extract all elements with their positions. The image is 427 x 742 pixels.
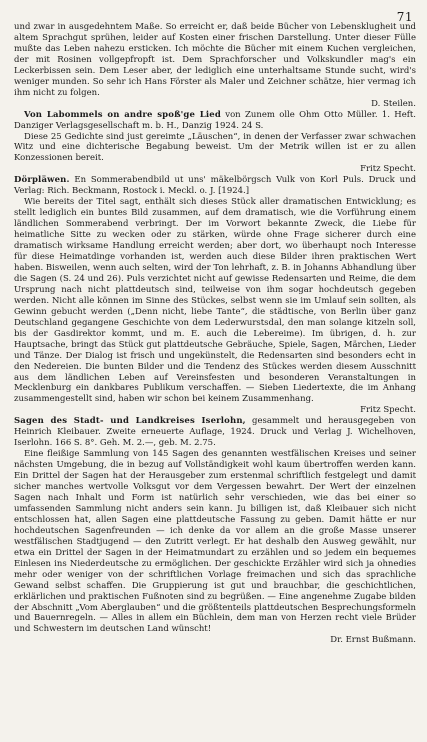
review4-intro: gesammelt und herausgegeben von Heinrich Kleibauer. Zweite erneuerte Auflage, 1924. Druck und Verlag J. Wichelhoven, Iserlohn. 166 S. 8°. Geh. M. 2.—, geb. M. 2.75. [14, 416, 417, 449]
review3-signature: Fritz Specht. [360, 405, 416, 416]
page-number: 71 [396, 10, 413, 24]
review3-intro: En Sommerabendbild ut uns' mäkelbörgsch Vulk von Korl Puls. Druck und Verlag: Rich. Beckmann, Rostock i. Meckl. o. J. [1924.] [14, 175, 417, 197]
review1-text: und zwar in ausgedehntem Maße. So erreicht er, daß beide Bücher von Lebensklugheit und altem Sprachgut sprühen, leider auf Kosten einer frischen Darstellung. Unter dieser Fülle mußte das Leben nahezu ersticken. Ich möchte die Bücher mit einem Kuchen vergleichen, der mit Rosinen vollgepfropft ist. Dem Sprachforscher und Volkskundler mag's ein Leckerbissen sein. Dem Leser aber, der lediglich eine unterhaltsame Stunde sucht, wird's weniger munden. So sehr ich Hans Förster als Maler und Zeichner schätze, hier vermag ich ihm nicht zu folgen. [14, 22, 416, 98]
review2-intro: von Zunem olle Ohm Otto Müller. 1. Heft. Danziger Verlagsgesellschaft m. b. H., Danzig 1924. 24 S. [14, 109, 417, 131]
review3-paragraph [14, 175, 416, 197]
review-column [14, 22, 416, 646]
review4-heading: Sagen des Stadt- und Landkreises Iserlohn, [14, 416, 246, 427]
review1-signature: D. Steilen. [371, 98, 416, 109]
review2-paragraph [14, 110, 416, 132]
review2-heading: Von Labommels on andre spoß'ge Lied [24, 109, 221, 120]
review3-text: Wie bereits der Titel sagt, enthält sich dieses Stück aller dramatischen Entwicklung; es stellt lediglich ein buntes Bild zusammen, auf dem dramatisch, wie die Vorführung einem ländlichen Sommerabend verbringt. Der im Vorwort bekannte Zweck, die Liebe für heimatliche Sitte zu wecken oder zu stärken, würde ohne Frage sicherer durch eine dramatisch wirksame Handlung erreicht werden; aber dort, wo überhaupt noch Interesse für diese Heimatdinge vorhanden ist, werden auch diese Bilder ihren praktischen Wert haben. Bisweilen, wenn auch selten, wird der Ton lehrhaft, z. B. in Johanns Abhandlung über die Sagen (S. 24 und 26). Puls verzichtet nicht auf gewisse Redensarten und Reime, die dem Ursprung nach nicht plattdeutsch sind, teilweise von ihm sogar hochdeutsch gegeben werden. Nicht alle können im Sinne des Stückes, selbst wenn sie im Umlauf sein sollten, als Gewinn gebucht werden („Denn nicht, liebe Tante“, die städtische, von Berlin über ganz Deutschland gegangene Geschichte von dem Lederwurstsdal, den man solange kitzeln soll, bis der Gasdirektor kommt, und m. E. auch die Lebereime). Im übrigen, d. h. zur Hauptsache, bringt das Stück gut plattdeutsche Gebräuche, Spiele, Sagen, Märchen, Lieder und Tänze. Der Dialog ist frisch und ungekünstelt, die Redensarten sind besonders echt in den Nedereien. Die bunten Bilder und die Tendenz des Stückes werden diesem Ausschnitt aus dem ländlichen Leben auf Vereinsfesten und besonderen Veranstaltungen in Mecklenburg ein dankbares Publikum verschaffen. — Sieben Liedertexte, die im Anhang zusammengestellt sind, haben wir schon bei keinem Zusammenhang. [14, 197, 416, 405]
review2-text: Diese 25 Gedichte sind just gereimte „Läuschen“, in denen der Verfasser zwar schwachen Witz und eine dichterische Begabung beweist. Um der Metrik willen ist er zu allen Konzessionen bereit. [14, 131, 416, 164]
review4-paragraph [14, 416, 416, 449]
review2-signature: Fritz Specht. [360, 164, 416, 175]
review3-heading: Dörpläwen. [14, 175, 70, 186]
review4-text: Eine fleißige Sammlung von 145 Sagen des genannten westfälischen Kreises und seiner nächsten Umgebung, die in bezug auf Vollständigkeit wohl kaum übertroffen werden kann. Ein Drittel der Sagen hat der Herausgeber zum erstenmal schriftlich festgelegt und damit sicher manches wertvolle Volksgut vor dem Vergessen bewahrt. Der Wert der einzelnen Sagen nach Inhalt und Form ist natürlich sehr verschieden, wie das bei einer so umfassenden Sammlung nicht anders sein kann. Ju billigen ist, daß Kleibauer sich nicht entschlossen hat, allen Sagen eine plattdeutsche Fassung zu geben. Damit hätte er nur hochdeutschen Sagenfreunden — ich denke da vor allem an die große Masse unserer westfälischen Stadtjugend — den Zutritt verlegt. Er hat deshalb den Ausweg gewählt, nur etwa ein Drittel der Sagen in der Heimatmundart zu erzählen und so jedem ein bequemes Einlesen ins Niederdeutsche zu ermöglichen. Der geschickte Erzähler wird sich ja ohnedies mehr oder weniger von der schriftlichen Vorlage freimachen und sich das sprachliche Gewand selbst schaffen. Die Gruppierung ist gut und brauchbar, die geschichtlichen, erklärlichen und praktischen Fußnoten sind zu begrüßen. — Eine angenehme Zugabe bilden der Abschnitt „Vom Aberglauben“ und die größtenteils plattdeutschen Besprechungsformeln und Bauernregeln. — Alles in allem ein Büchlein, dem man von Herzen recht viele Brüder und Schwestern im deutschen Land wünscht! [14, 449, 416, 635]
review4-signature: Dr. Ernst Bußmann. [330, 635, 416, 646]
